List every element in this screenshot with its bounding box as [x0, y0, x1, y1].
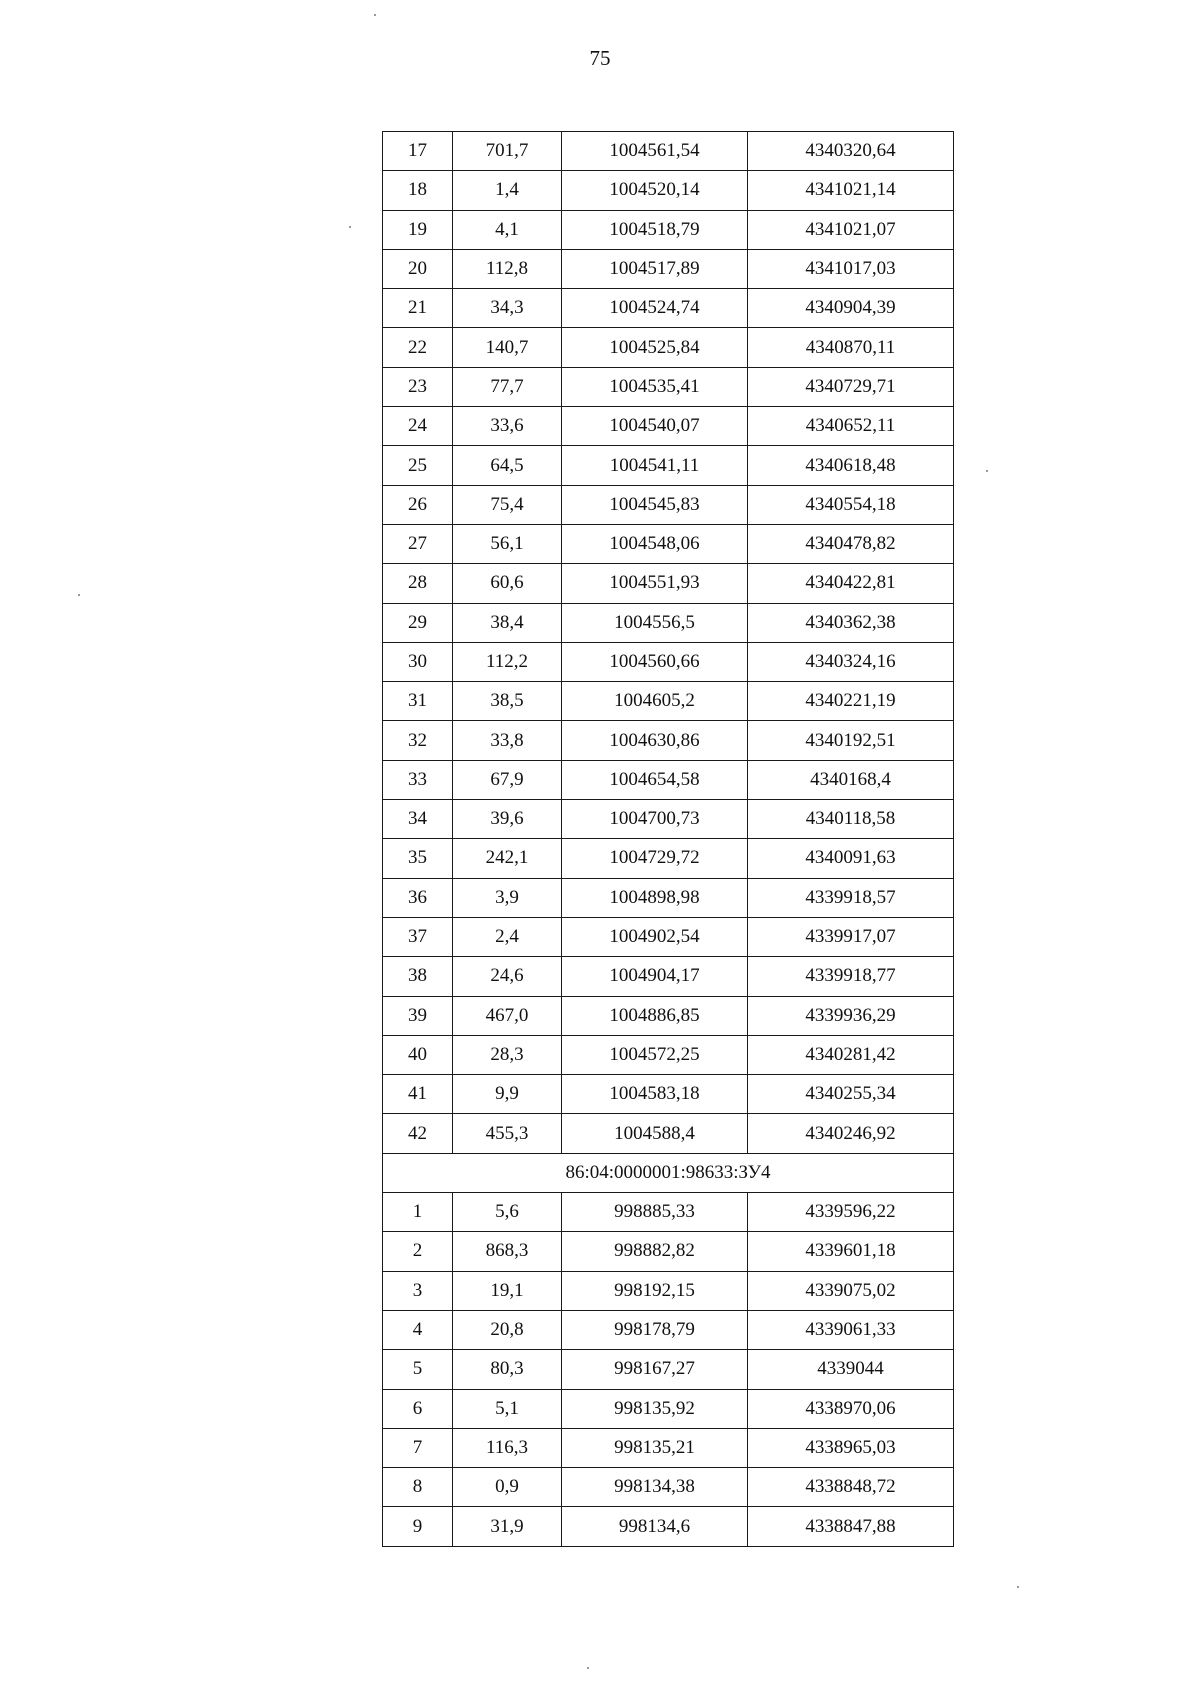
distance-cell: 9,9 [453, 1075, 562, 1114]
distance-cell: 701,7 [453, 132, 562, 171]
point-number-cell: 5 [383, 1350, 453, 1389]
section-header-row [383, 1153, 954, 1192]
y-coordinate-cell: 4340320,64 [748, 132, 954, 171]
x-coordinate-cell: 1004886,85 [562, 996, 748, 1035]
point-number-cell: 17 [383, 132, 453, 171]
table-row [383, 760, 954, 799]
y-coordinate-cell: 4338970,06 [748, 1389, 954, 1428]
x-coordinate-cell: 1004630,86 [562, 721, 748, 760]
y-coordinate-cell: 4340422,81 [748, 564, 954, 603]
y-coordinate-cell: 4341021,07 [748, 210, 954, 249]
y-coordinate-cell: 4339918,77 [748, 957, 954, 996]
coordinates-table [382, 131, 954, 1547]
table-row [383, 800, 954, 839]
x-coordinate-cell: 998167,27 [562, 1350, 748, 1389]
table-row [383, 1035, 954, 1074]
x-coordinate-cell: 1004556,5 [562, 603, 748, 642]
table-row [383, 249, 954, 288]
distance-cell: 80,3 [453, 1350, 562, 1389]
distance-cell: 75,4 [453, 485, 562, 524]
table-row [383, 1232, 954, 1271]
point-number-cell: 39 [383, 996, 453, 1035]
y-coordinate-cell: 4340870,11 [748, 328, 954, 367]
point-number-cell: 3 [383, 1271, 453, 1310]
point-number-cell: 8 [383, 1468, 453, 1507]
distance-cell: 116,3 [453, 1428, 562, 1467]
table-row [383, 996, 954, 1035]
table-row [383, 1350, 954, 1389]
table-row [383, 132, 954, 171]
cadastral-number-heading: 86:04:0000001:98633:ЗУ4 [383, 1153, 954, 1192]
table-row [383, 1075, 954, 1114]
point-number-cell: 20 [383, 249, 453, 288]
distance-cell: 5,1 [453, 1389, 562, 1428]
distance-cell: 3,9 [453, 878, 562, 917]
y-coordinate-cell: 4338848,72 [748, 1468, 954, 1507]
table-row [383, 1389, 954, 1428]
x-coordinate-cell: 1004540,07 [562, 407, 748, 446]
x-coordinate-cell: 998192,15 [562, 1271, 748, 1310]
table-row [383, 485, 954, 524]
y-coordinate-cell: 4339918,57 [748, 878, 954, 917]
y-coordinate-cell: 4340904,39 [748, 289, 954, 328]
point-number-cell: 29 [383, 603, 453, 642]
y-coordinate-cell: 4339917,07 [748, 917, 954, 956]
page-number: 75 [589, 46, 611, 70]
table-row [383, 878, 954, 917]
point-number-cell: 37 [383, 917, 453, 956]
distance-cell: 64,5 [453, 446, 562, 485]
y-coordinate-cell: 4340246,92 [748, 1114, 954, 1153]
point-number-cell: 27 [383, 524, 453, 563]
point-number-cell: 9 [383, 1507, 453, 1546]
x-coordinate-cell: 1004583,18 [562, 1075, 748, 1114]
distance-cell: 33,8 [453, 721, 562, 760]
y-coordinate-cell: 4340618,48 [748, 446, 954, 485]
x-coordinate-cell: 1004605,2 [562, 682, 748, 721]
x-coordinate-cell: 1004898,98 [562, 878, 748, 917]
y-coordinate-cell: 4340281,42 [748, 1035, 954, 1074]
x-coordinate-cell: 1004654,58 [562, 760, 748, 799]
point-number-cell: 32 [383, 721, 453, 760]
table-row [383, 1507, 954, 1546]
x-coordinate-cell: 1004561,54 [562, 132, 748, 171]
x-coordinate-cell: 998135,92 [562, 1389, 748, 1428]
y-coordinate-cell: 4338965,03 [748, 1428, 954, 1467]
x-coordinate-cell: 1004588,4 [562, 1114, 748, 1153]
point-number-cell: 6 [383, 1389, 453, 1428]
x-coordinate-cell: 1004548,06 [562, 524, 748, 563]
distance-cell: 5,6 [453, 1193, 562, 1232]
point-number-cell: 38 [383, 957, 453, 996]
y-coordinate-cell: 4340118,58 [748, 800, 954, 839]
table-row [383, 407, 954, 446]
y-coordinate-cell: 4340554,18 [748, 485, 954, 524]
distance-cell: 20,8 [453, 1310, 562, 1349]
table-row [383, 1428, 954, 1467]
y-coordinate-cell: 4338847,88 [748, 1507, 954, 1546]
x-coordinate-cell: 1004541,11 [562, 446, 748, 485]
x-coordinate-cell: 1004904,17 [562, 957, 748, 996]
distance-cell: 2,4 [453, 917, 562, 956]
distance-cell: 67,9 [453, 760, 562, 799]
point-number-cell: 33 [383, 760, 453, 799]
distance-cell: 868,3 [453, 1232, 562, 1271]
distance-cell: 19,1 [453, 1271, 562, 1310]
distance-cell: 77,7 [453, 367, 562, 406]
y-coordinate-cell: 4339596,22 [748, 1193, 954, 1232]
point-number-cell: 25 [383, 446, 453, 485]
point-number-cell: 19 [383, 210, 453, 249]
table-row [383, 917, 954, 956]
point-number-cell: 35 [383, 839, 453, 878]
distance-cell: 39,6 [453, 800, 562, 839]
scan-speck [587, 1667, 589, 1669]
x-coordinate-cell: 1004729,72 [562, 839, 748, 878]
distance-cell: 31,9 [453, 1507, 562, 1546]
point-number-cell: 31 [383, 682, 453, 721]
y-coordinate-cell: 4341017,03 [748, 249, 954, 288]
point-number-cell: 18 [383, 171, 453, 210]
y-coordinate-cell: 4339936,29 [748, 996, 954, 1035]
coordinates-table-body [383, 132, 954, 1547]
table-row [383, 603, 954, 642]
point-number-cell: 4 [383, 1310, 453, 1349]
table-row [383, 328, 954, 367]
point-number-cell: 7 [383, 1428, 453, 1467]
distance-cell: 38,4 [453, 603, 562, 642]
scan-speck [374, 14, 376, 16]
y-coordinate-cell: 4340192,51 [748, 721, 954, 760]
distance-cell: 112,2 [453, 642, 562, 681]
distance-cell: 33,6 [453, 407, 562, 446]
point-number-cell: 23 [383, 367, 453, 406]
table-row [383, 1310, 954, 1349]
table-row [383, 1468, 954, 1507]
x-coordinate-cell: 1004902,54 [562, 917, 748, 956]
x-coordinate-cell: 1004518,79 [562, 210, 748, 249]
point-number-cell: 28 [383, 564, 453, 603]
point-number-cell: 34 [383, 800, 453, 839]
distance-cell: 455,3 [453, 1114, 562, 1153]
point-number-cell: 26 [383, 485, 453, 524]
point-number-cell: 40 [383, 1035, 453, 1074]
y-coordinate-cell: 4340324,16 [748, 642, 954, 681]
table-row [383, 171, 954, 210]
distance-cell: 24,6 [453, 957, 562, 996]
y-coordinate-cell: 4340729,71 [748, 367, 954, 406]
table-row [383, 289, 954, 328]
x-coordinate-cell: 1004545,83 [562, 485, 748, 524]
y-coordinate-cell: 4340221,19 [748, 682, 954, 721]
point-number-cell: 22 [383, 328, 453, 367]
y-coordinate-cell: 4340091,63 [748, 839, 954, 878]
point-number-cell: 36 [383, 878, 453, 917]
point-number-cell: 42 [383, 1114, 453, 1153]
distance-cell: 4,1 [453, 210, 562, 249]
point-number-cell: 30 [383, 642, 453, 681]
distance-cell: 56,1 [453, 524, 562, 563]
y-coordinate-cell: 4341021,14 [748, 171, 954, 210]
table-row [383, 721, 954, 760]
x-coordinate-cell: 1004517,89 [562, 249, 748, 288]
table-row [383, 1271, 954, 1310]
x-coordinate-cell: 998134,6 [562, 1507, 748, 1546]
table-row [383, 1114, 954, 1153]
y-coordinate-cell: 4340168,4 [748, 760, 954, 799]
x-coordinate-cell: 998135,21 [562, 1428, 748, 1467]
y-coordinate-cell: 4339044 [748, 1350, 954, 1389]
x-coordinate-cell: 1004551,93 [562, 564, 748, 603]
scan-speck [986, 470, 988, 472]
table-row [383, 839, 954, 878]
y-coordinate-cell: 4340362,38 [748, 603, 954, 642]
distance-cell: 34,3 [453, 289, 562, 328]
point-number-cell: 24 [383, 407, 453, 446]
scan-speck [1017, 1586, 1019, 1588]
table-row [383, 524, 954, 563]
y-coordinate-cell: 4340652,11 [748, 407, 954, 446]
x-coordinate-cell: 1004525,84 [562, 328, 748, 367]
scan-speck [349, 226, 351, 228]
distance-cell: 467,0 [453, 996, 562, 1035]
distance-cell: 0,9 [453, 1468, 562, 1507]
table-row [383, 367, 954, 406]
table-row [383, 446, 954, 485]
scan-speck [78, 594, 80, 596]
distance-cell: 242,1 [453, 839, 562, 878]
point-number-cell: 1 [383, 1193, 453, 1232]
table-row [383, 957, 954, 996]
distance-cell: 28,3 [453, 1035, 562, 1074]
x-coordinate-cell: 1004520,14 [562, 171, 748, 210]
table-row [383, 564, 954, 603]
x-coordinate-cell: 1004700,73 [562, 800, 748, 839]
x-coordinate-cell: 998882,82 [562, 1232, 748, 1271]
x-coordinate-cell: 1004524,74 [562, 289, 748, 328]
table-row [383, 682, 954, 721]
y-coordinate-cell: 4339061,33 [748, 1310, 954, 1349]
y-coordinate-cell: 4339601,18 [748, 1232, 954, 1271]
x-coordinate-cell: 1004535,41 [562, 367, 748, 406]
table-row [383, 210, 954, 249]
x-coordinate-cell: 1004572,25 [562, 1035, 748, 1074]
x-coordinate-cell: 998178,79 [562, 1310, 748, 1349]
y-coordinate-cell: 4340255,34 [748, 1075, 954, 1114]
distance-cell: 1,4 [453, 171, 562, 210]
table-row [383, 642, 954, 681]
distance-cell: 60,6 [453, 564, 562, 603]
x-coordinate-cell: 998885,33 [562, 1193, 748, 1232]
distance-cell: 140,7 [453, 328, 562, 367]
distance-cell: 38,5 [453, 682, 562, 721]
point-number-cell: 2 [383, 1232, 453, 1271]
x-coordinate-cell: 998134,38 [562, 1468, 748, 1507]
distance-cell: 112,8 [453, 249, 562, 288]
point-number-cell: 41 [383, 1075, 453, 1114]
y-coordinate-cell: 4340478,82 [748, 524, 954, 563]
point-number-cell: 21 [383, 289, 453, 328]
y-coordinate-cell: 4339075,02 [748, 1271, 954, 1310]
table-row [383, 1193, 954, 1232]
x-coordinate-cell: 1004560,66 [562, 642, 748, 681]
